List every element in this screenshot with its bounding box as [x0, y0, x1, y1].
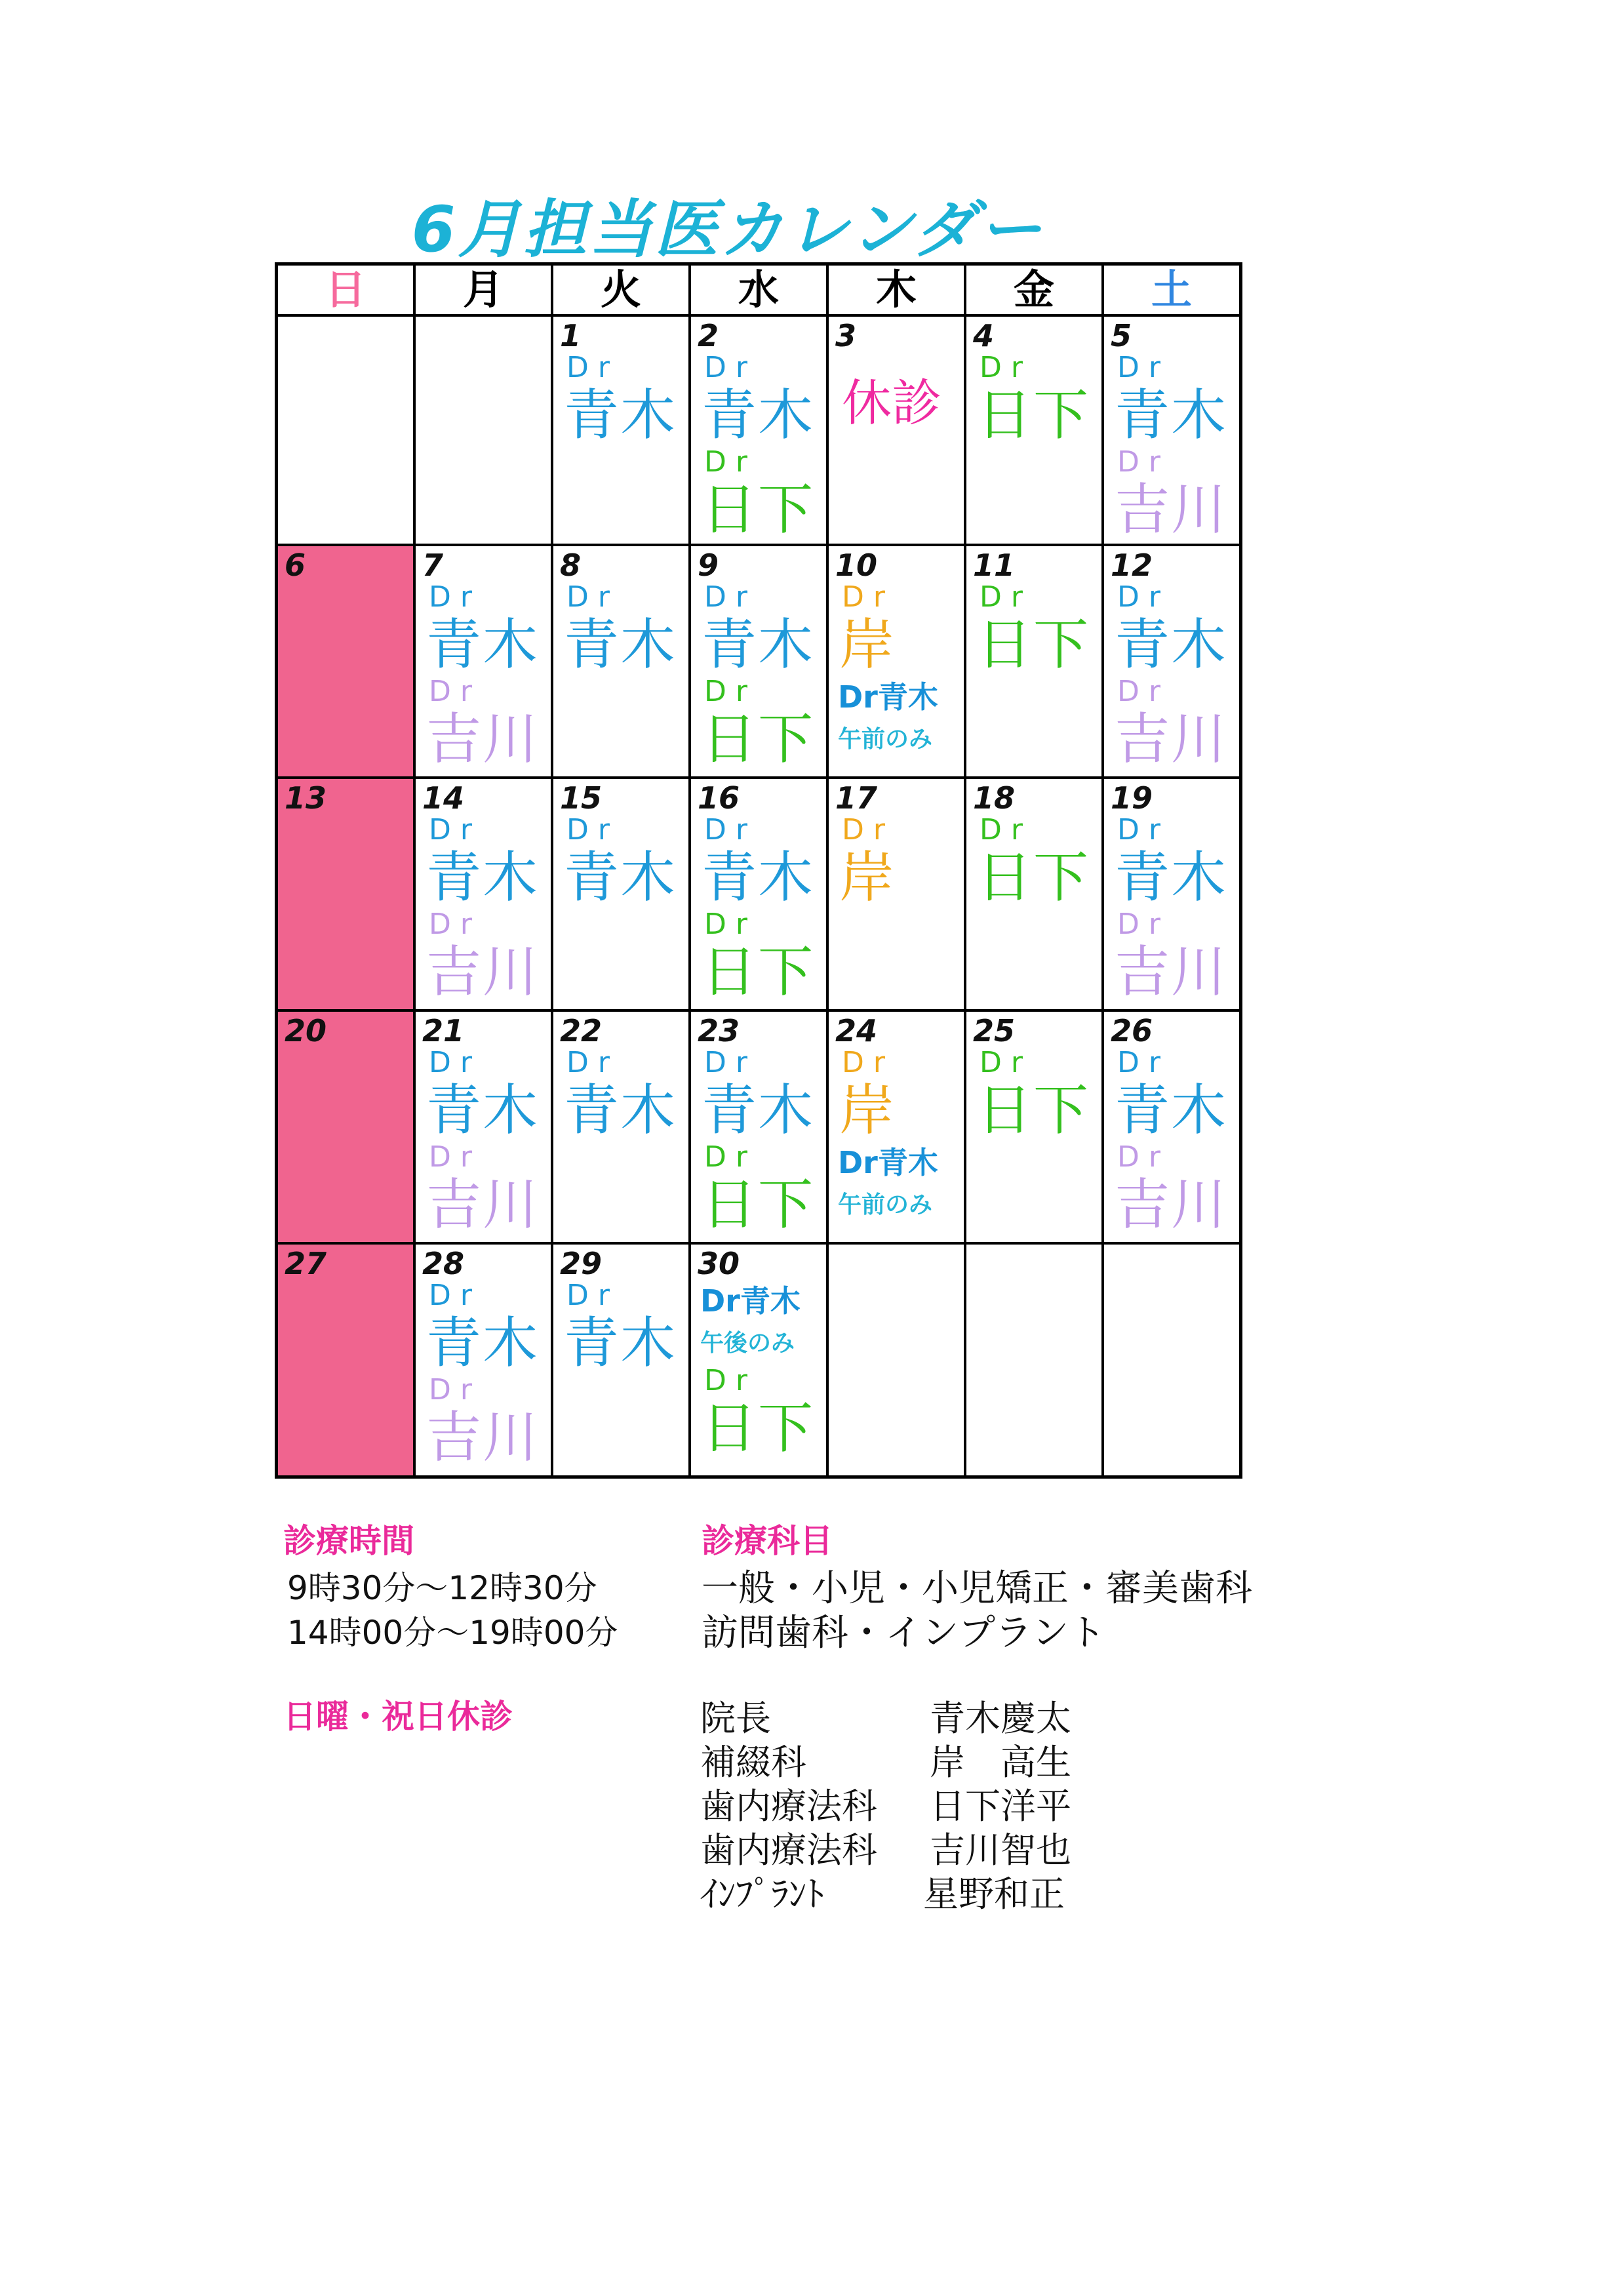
doctor-aoki: 青木 — [564, 1311, 677, 1375]
dr-label: Dr — [980, 580, 1032, 614]
dr-label: Dr — [429, 1373, 481, 1407]
day-cell-20 — [278, 1012, 416, 1245]
dr-label: Dr — [704, 813, 757, 847]
note-dr-aoki: Dr青木 — [838, 1145, 938, 1180]
day-cell-13 — [278, 779, 416, 1012]
dr-label: Dr — [1117, 1140, 1170, 1174]
doctor-aoki: 青木 — [564, 845, 677, 909]
day-number: 10 — [835, 548, 878, 583]
dr-label: Dr — [566, 1046, 619, 1079]
day-cell-empty — [278, 317, 416, 546]
day-number: 26 — [1111, 1013, 1153, 1048]
weekday-saturday: 土 — [1104, 266, 1239, 317]
doctor-aoki: 青木 — [426, 1078, 540, 1142]
doctor-hishita: 日下 — [702, 707, 815, 771]
day-cell-15 — [553, 779, 691, 1012]
day-cell-19 — [1104, 779, 1239, 1012]
dr-label: Dr — [429, 1046, 481, 1079]
day-cell-25 — [966, 1012, 1104, 1245]
note-am-only: 午前のみ — [838, 726, 933, 753]
doctor-yoshikawa: 吉川 — [426, 940, 540, 1004]
dr-label: Dr — [980, 351, 1032, 384]
doctor-aoki: 青木 — [564, 383, 677, 447]
day-cell-26 — [1104, 1012, 1239, 1245]
dr-label: Dr — [1117, 580, 1170, 614]
day-cell-14 — [416, 779, 553, 1012]
doctor-aoki: 青木 — [1115, 383, 1228, 447]
doctor-yoshikawa: 吉川 — [426, 1172, 540, 1237]
note-am-only: 午前のみ — [838, 1191, 933, 1218]
day-number: 15 — [560, 780, 603, 816]
staff-name: 岸 高生 — [930, 1742, 1071, 1783]
dr-label: Dr — [704, 675, 757, 708]
dr-label: Dr — [566, 813, 619, 847]
day-cell-8 — [553, 546, 691, 779]
calendar-grid — [275, 262, 1242, 1479]
doctor-aoki: 青木 — [564, 1078, 677, 1142]
dr-label: Dr — [566, 1279, 619, 1312]
dr-label: Dr — [1117, 908, 1170, 941]
doctor-hishita: 日下 — [702, 940, 815, 1004]
doctor-hishita: 日下 — [702, 477, 815, 542]
day-number: 11 — [973, 548, 1016, 583]
staff-role: 歯内療法科 — [700, 1786, 877, 1827]
day-number: 1 — [560, 318, 582, 353]
day-cell-7 — [416, 546, 553, 779]
day-cell-1 — [553, 317, 691, 546]
dr-label: Dr — [980, 1046, 1032, 1079]
day-number: 4 — [973, 318, 995, 353]
hours-heading: 診療時間 — [283, 1522, 414, 1560]
doctor-hishita: 日下 — [702, 1172, 815, 1237]
doctor-yoshikawa: 吉川 — [1115, 477, 1228, 542]
dr-label: Dr — [1117, 445, 1170, 479]
doctor-yoshikawa: 吉川 — [426, 1405, 540, 1469]
day-cell-23 — [691, 1012, 829, 1245]
dr-label: Dr — [704, 580, 757, 614]
dr-label: Dr — [566, 580, 619, 614]
doctor-kishi: 岸 — [839, 845, 896, 909]
day-cell-6 — [278, 546, 416, 779]
day-number: 30 — [698, 1246, 740, 1281]
day-cell-17 — [829, 779, 966, 1012]
day-number: 17 — [835, 780, 878, 816]
day-number: 9 — [698, 548, 719, 583]
day-number: 19 — [1111, 780, 1153, 816]
day-cell-27 — [278, 1245, 416, 1475]
dr-label: Dr — [704, 1046, 757, 1079]
staff-name: 星野和正 — [923, 1873, 1065, 1915]
day-number: 13 — [285, 780, 327, 816]
day-cell-24 — [829, 1012, 966, 1245]
departments-line-2: 訪問歯科・インプラント — [702, 1612, 1105, 1654]
dr-label: Dr — [842, 1046, 894, 1079]
doctor-aoki: 青木 — [702, 1078, 815, 1142]
doctor-hishita: 日下 — [977, 612, 1090, 677]
doctor-aoki: 青木 — [702, 845, 815, 909]
doctor-aoki: 青木 — [426, 845, 540, 909]
day-cell-11 — [966, 546, 1104, 779]
note-pm-only: 午後のみ — [700, 1330, 795, 1357]
weekday-tuesday: 火 — [553, 266, 691, 317]
day-cell-10 — [829, 546, 966, 779]
staff-row — [700, 1734, 1071, 1785]
day-number: 8 — [560, 548, 582, 583]
day-cell-16 — [691, 779, 829, 1012]
doctor-yoshikawa: 吉川 — [1115, 940, 1228, 1004]
day-cell-12 — [1104, 546, 1239, 779]
staff-row — [700, 1822, 1071, 1873]
day-number: 27 — [285, 1246, 327, 1281]
doctor-hishita: 日下 — [702, 1396, 815, 1460]
day-number: 12 — [1111, 548, 1153, 583]
staff-role: 歯内療法科 — [700, 1829, 877, 1871]
day-cell-22 — [553, 1012, 691, 1245]
day-cell-empty — [416, 317, 553, 546]
dr-label: Dr — [704, 351, 757, 384]
weekday-friday: 金 — [966, 266, 1104, 317]
closed-label: 休診 — [842, 374, 941, 432]
doctor-aoki: 青木 — [702, 612, 815, 677]
departments-heading: 診療科目 — [702, 1522, 833, 1560]
day-number: 20 — [285, 1013, 327, 1048]
day-cell-9 — [691, 546, 829, 779]
page-title: 6月担当医カレンダー — [411, 193, 1044, 266]
weekday-sunday: 日 — [278, 266, 416, 317]
doctor-kishi: 岸 — [839, 612, 896, 677]
day-cell-empty — [966, 1245, 1104, 1475]
day-number: 7 — [422, 548, 444, 583]
staff-row — [700, 1778, 1071, 1829]
day-number: 21 — [422, 1013, 465, 1048]
doctor-hishita: 日下 — [977, 845, 1090, 909]
doctor-kishi: 岸 — [839, 1078, 896, 1142]
day-number: 14 — [422, 780, 465, 816]
note-dr-aoki: Dr青木 — [700, 1283, 801, 1319]
dr-label: Dr — [429, 813, 481, 847]
staff-name: 青木慶太 — [930, 1698, 1071, 1739]
day-cell-28 — [416, 1245, 553, 1475]
staff-row — [700, 1690, 1071, 1741]
hours-morning: 9時30分～12時30分 — [287, 1569, 597, 1607]
dr-label: Dr — [704, 1364, 757, 1397]
dr-label: Dr — [980, 813, 1032, 847]
day-number: 29 — [560, 1246, 603, 1281]
dr-label: Dr — [704, 445, 757, 479]
dr-label: Dr — [1117, 1046, 1170, 1079]
dr-label: Dr — [429, 1140, 481, 1174]
weekday-monday: 月 — [416, 266, 553, 317]
day-number: 6 — [285, 548, 306, 583]
doctor-aoki: 青木 — [1115, 1078, 1228, 1142]
dr-label: Dr — [566, 351, 619, 384]
note-dr-aoki: Dr青木 — [838, 679, 938, 715]
staff-role: 補綴科 — [700, 1742, 806, 1783]
day-cell-3 — [829, 317, 966, 546]
day-cell-30 — [691, 1245, 829, 1475]
day-cell-21 — [416, 1012, 553, 1245]
staff-name: 吉川智也 — [930, 1829, 1071, 1871]
dr-label: Dr — [704, 1140, 757, 1174]
dr-label: Dr — [429, 908, 481, 941]
dr-label: Dr — [429, 1279, 481, 1312]
day-number: 28 — [422, 1246, 465, 1281]
day-number: 16 — [698, 780, 740, 816]
staff-role: 院長 — [700, 1698, 771, 1739]
holiday-notice: 日曜・祝日休診 — [283, 1698, 513, 1736]
departments-line-1: 一般・小児・小児矯正・審美歯科 — [702, 1567, 1252, 1610]
weekday-thursday: 木 — [829, 266, 966, 317]
doctor-aoki: 青木 — [702, 383, 815, 447]
dr-label: Dr — [429, 675, 481, 708]
dr-label: Dr — [1117, 813, 1170, 847]
day-number: 18 — [973, 780, 1016, 816]
dr-label: Dr — [1117, 351, 1170, 384]
staff-row — [700, 1866, 1065, 1917]
day-cell-empty — [1104, 1245, 1239, 1475]
doctor-aoki: 青木 — [1115, 845, 1228, 909]
doctor-aoki: 青木 — [426, 1311, 540, 1375]
doctor-yoshikawa: 吉川 — [1115, 1172, 1228, 1237]
hours-afternoon: 14時00分～19時00分 — [287, 1614, 618, 1652]
day-number: 23 — [698, 1013, 740, 1048]
day-cell-empty — [829, 1245, 966, 1475]
weekday-wednesday: 水 — [691, 266, 829, 317]
doctor-aoki: 青木 — [426, 612, 540, 677]
doctor-yoshikawa: 吉川 — [1115, 707, 1228, 771]
dr-label: Dr — [842, 813, 894, 847]
day-number: 25 — [973, 1013, 1016, 1048]
doctor-aoki: 青木 — [1115, 612, 1228, 677]
dr-label: Dr — [429, 580, 481, 614]
doctor-yoshikawa: 吉川 — [426, 707, 540, 771]
day-number: 5 — [1111, 318, 1132, 353]
doctor-hishita: 日下 — [977, 383, 1090, 447]
day-number: 3 — [835, 318, 857, 353]
day-cell-4 — [966, 317, 1104, 546]
day-cell-5 — [1104, 317, 1239, 546]
doctor-hishita: 日下 — [977, 1078, 1090, 1142]
dr-label: Dr — [1117, 675, 1170, 708]
day-cell-29 — [553, 1245, 691, 1475]
day-number: 24 — [835, 1013, 878, 1048]
day-cell-18 — [966, 779, 1104, 1012]
staff-name: 日下洋平 — [930, 1786, 1071, 1827]
staff-role: ｲﾝﾌﾟﾗﾝﾄ — [700, 1873, 824, 1915]
dr-label: Dr — [842, 580, 894, 614]
day-number: 2 — [698, 318, 719, 353]
doctor-aoki: 青木 — [564, 612, 677, 677]
dr-label: Dr — [704, 908, 757, 941]
day-number: 22 — [560, 1013, 603, 1048]
day-cell-2 — [691, 317, 829, 546]
